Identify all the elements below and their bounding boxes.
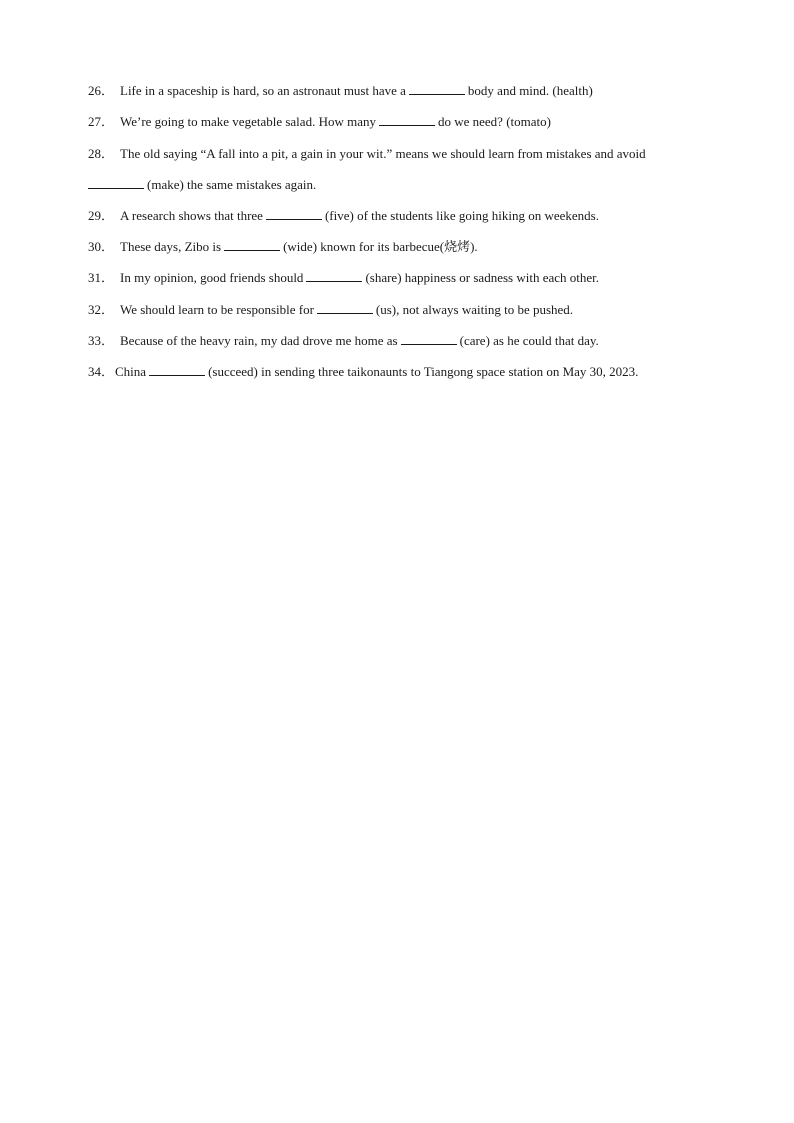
question-text-before: A research shows that three — [120, 208, 263, 223]
question-33 — [88, 332, 708, 350]
answer-blank[interactable] — [379, 113, 435, 126]
answer-blank[interactable] — [409, 82, 465, 95]
answer-blank[interactable] — [317, 301, 373, 314]
question-number: 28． — [88, 146, 115, 161]
answer-blank[interactable] — [88, 176, 144, 189]
question-number: 34． — [88, 364, 115, 379]
question-number: 29． — [88, 208, 115, 223]
question-28 — [88, 145, 708, 163]
question-text-before: We’re going to make vegetable salad. How many — [120, 114, 376, 129]
question-number: 26． — [88, 83, 115, 98]
question-text-after: (make) the same mistakes again. — [147, 177, 317, 192]
answer-blank[interactable] — [306, 269, 362, 282]
question-text-before: We should learn to be responsible for — [120, 302, 314, 317]
question-text-after: (succeed) in sending three taikonaunts to Tiangong space station on May 30, 2023. — [208, 364, 639, 379]
question-28-continued — [88, 176, 708, 194]
question-text-before: Because of the heavy rain, my dad drove me home as — [120, 333, 398, 348]
question-number: 33． — [88, 333, 115, 348]
question-29 — [88, 207, 708, 225]
question-text-after: body and mind. (health) — [467, 83, 593, 98]
question-number: 32． — [88, 302, 115, 317]
answer-blank[interactable] — [401, 332, 457, 345]
question-text-after: (wide) known for its barbecue(烧烤). — [283, 239, 478, 254]
question-text-after: (five) of the students like going hiking on weekends. — [324, 208, 599, 223]
answer-blank[interactable] — [224, 238, 280, 251]
question-text-before: In my opinion, good friends should — [120, 270, 304, 285]
question-text-after: (us), not always waiting to be pushed. — [375, 302, 574, 317]
question-text-after: (care) as he could that day. — [459, 333, 599, 348]
question-32 — [88, 301, 708, 319]
question-text-before: China — [115, 364, 147, 379]
question-text-line1: The old saying “A fall into a pit, a gain in your wit.” means we should learn from mistakes and avoid — [120, 146, 646, 161]
question-27 — [88, 113, 708, 131]
question-text-after: (share) happiness or sadness with each other. — [365, 270, 600, 285]
question-number: 31． — [88, 270, 115, 285]
answer-blank[interactable] — [266, 207, 322, 220]
question-26 — [88, 82, 708, 100]
question-text-before: These days, Zibo is — [120, 239, 222, 254]
question-number: 30． — [88, 239, 115, 254]
question-text-after: do we need? (tomato) — [437, 114, 551, 129]
answer-blank[interactable] — [149, 363, 205, 376]
question-34 — [88, 363, 708, 381]
question-31 — [88, 269, 708, 287]
question-number: 27． — [88, 114, 115, 129]
question-text-before: Life in a spaceship is hard, so an astronaut must have a — [120, 83, 406, 98]
question-30 — [88, 238, 708, 256]
